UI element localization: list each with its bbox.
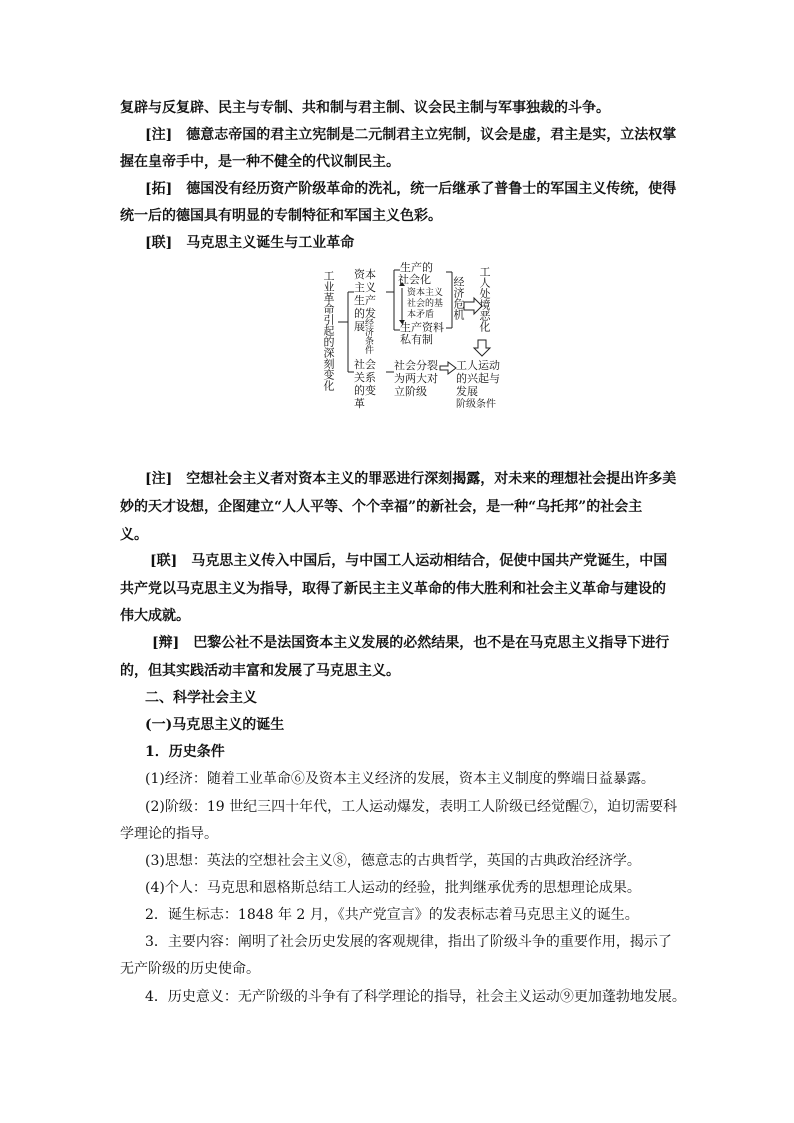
- diagram-production: 资本主义生产的发展: [354, 268, 376, 333]
- diagram-movement-3: 发展: [456, 385, 478, 398]
- birth-mark-line: 2．诞生标志：1848 年 2 月，《共产党宣言》的发表标志着马克思主义的诞生。: [145, 907, 639, 923]
- link-line: [联] 马克思主义诞生与工业革命: [145, 235, 355, 251]
- text-line: 无产阶级的历史使命。: [120, 961, 260, 977]
- text-line: 握在皇帝手中，是一种不健全的代议制民主。: [120, 154, 400, 170]
- note-line: [注] 德意志帝国的君主立宪制是二元制君主立宪制，议会是虚，君主是实，立法权掌: [145, 127, 677, 143]
- diagram-contradiction-2: 社会的基: [407, 299, 444, 309]
- diagram-ownership-2: 私有制: [400, 333, 433, 346]
- diagram-class-split-1: 社会分裂: [394, 359, 438, 372]
- diagram-movement-2: 的兴起与: [456, 372, 500, 385]
- economy-line: (1)经济：随着工业革命⑥及资本主义经济的发展，资本主义制度的弊端日益暴露。: [145, 771, 655, 787]
- person-line: (4)个人：马克思和恩格斯总结工人运动的经验，批判继承优秀的思想理论成果。: [145, 880, 641, 896]
- note-line: [注] 空想社会主义者对资本主义的罪恶进行深刻揭露，对未来的理想社会提出许多美: [145, 471, 677, 487]
- text-line: 学理论的指导。: [120, 826, 218, 842]
- diagram-class-split-2: 为两大对: [394, 372, 438, 385]
- text-line: 的，但其实践活动丰富和发展了马克思主义。: [120, 663, 400, 679]
- diagram-class-split-3: 立阶级: [394, 385, 427, 398]
- diagram-economic-crisis: 经济危机: [452, 276, 465, 320]
- thought-line: (3)思想：英法的空想社会主义⑧，德意志的古典哲学，英国的古典政治经济学。: [145, 853, 641, 869]
- diagram-left-label: 工业革命引起的深刻变化: [322, 270, 335, 391]
- diagram-class-condition: 阶级条件: [456, 399, 496, 410]
- text-line: 共产党以马克思主义为指导，取得了新民主主义革命的伟大胜利和社会主义革命与建设的: [120, 581, 666, 597]
- text-line: 伟大成就。: [120, 608, 190, 624]
- class-line: (2)阶级：19 世纪三四十年代，工人运动爆发，表明工人阶级已经觉醒⑦，迫切需要科: [145, 799, 678, 815]
- diagram-movement-1: 工人运动: [456, 359, 500, 372]
- text-line: 义。: [120, 527, 148, 543]
- subsection-heading: (一)马克思主义的诞生: [145, 717, 285, 733]
- diagram-economic-condition: 经济条件: [363, 318, 373, 354]
- significance-line: 4．历史意义：无产阶级的斗争有了科学理论的指导，社会主义运动⑨更加蓬勃地发展。: [145, 989, 686, 1005]
- concept-diagram: [318, 262, 508, 422]
- text-line: 复辟与反复辟、民主与专制、共和制与君主制、议会民主制与军事独裁的斗争。: [120, 100, 610, 116]
- diagram-socialization-2: 社会化: [398, 273, 431, 286]
- diagram-ownership-1: 生产资料: [400, 321, 444, 334]
- expand-line: [拓] 德国没有经历资产阶级革命的洗礼，统一后继承了普鲁士的军国主义传统，使得: [145, 181, 677, 197]
- link-line: [联] 马克思主义传入中国后，与中国工人运动相结合，促使中国共产党诞生，中国: [150, 553, 668, 569]
- diagram-worker-condition: 工人处境恶化: [478, 266, 491, 332]
- diagram-socialization-1: 生产的: [400, 261, 433, 274]
- debate-line: [辩] 巴黎公社不是法国资本主义发展的必然结果，也不是在马克思主义指导下进行: [152, 635, 670, 651]
- diagram-contradiction-1: 资本主义: [407, 288, 444, 298]
- text-line: 妙的天才设想，企图建立“人人平等、个个幸福”的新社会，是一种“乌托邦”的社会主: [120, 499, 643, 515]
- diagram-social-change: 社会关系的变革: [354, 358, 376, 410]
- item-heading: 1．历史条件: [145, 744, 225, 760]
- text-line: 统一后的德国具有明显的专制特征和军国主义色彩。: [120, 208, 442, 224]
- diagram-contradiction-3: 本矛盾: [407, 310, 435, 320]
- section-heading: 二、科学社会主义: [145, 690, 257, 706]
- content-line: 3．主要内容：阐明了社会历史发展的客观规律，指出了阶级斗争的重要作用，揭示了: [145, 934, 672, 950]
